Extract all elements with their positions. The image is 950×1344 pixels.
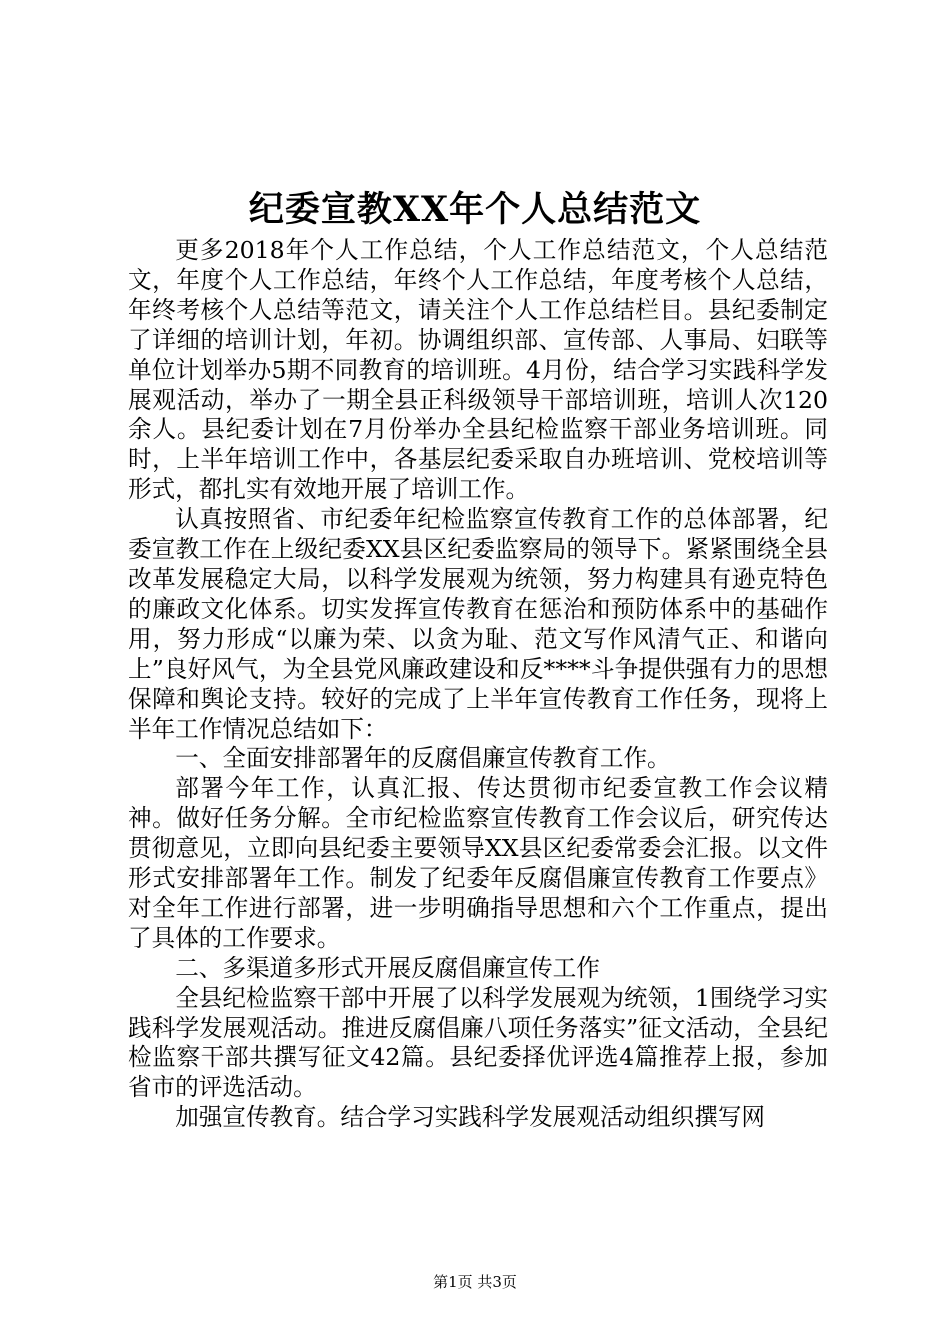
paragraph-section-1: 部署今年工作，认真汇报、传达贯彻市纪委宣教工作会议精神。做好任务分解。全市纪检监察宣传教育工作会议后，研究传达贯彻意见，立即向县纪委主要领导XX县区纪委常委会汇报。以文件形式安排部署年工作。制发了纪委年反腐倡廉宣传教育工作要点》对全年工作进行部署，进一步明确指导思想和六个工作重点，提出了具体的工作要求。 xyxy=(128,774,828,952)
paragraph-section-2b: 加强宣传教育。结合学习实践科学发展观活动组织撰写网 xyxy=(175,1103,766,1132)
document-body xyxy=(128,236,828,1133)
section-heading-2: 二、多渠道多形式开展反腐倡廉宣传工作 xyxy=(175,953,600,982)
paragraph-intro: 更多2018年个人工作总结，个人工作总结范文，个人总结范文，年度个人工作总结，年终个人工作总结，年度考核个人总结，年终考核个人总结等范文，请关注个人工作总结栏目。县纪委制定了详细的培训计划，年初。协调组织部、宣传部、人事局、妇联等单位计划举办5期不同教育的培训班。4月份，结合学习实践科学发展观活动，举办了一期全县正科级领导干部培训班，培训人次120余人。县纪委计划在7月份举办全县纪检监察干部业务培训班。同时，上半年培训工作中，各基层纪委采取自办班培训、党校培训等形式，都扎实有效地开展了培训工作。 xyxy=(128,236,828,504)
page-number-footer: 第1页 共3页 xyxy=(433,1273,517,1291)
section-heading-1: 一、全面安排部署年的反腐倡廉宣传教育工作。 xyxy=(175,744,671,773)
document-title: 纪委宣教XX年个人总结范文 xyxy=(248,189,702,230)
paragraph-section-2a: 全县纪检监察干部中开展了以科学发展观为统领，1围绕学习实践科学发展观活动。推进反腐倡廉八项任务落实”征文活动，全县纪检监察干部共撰写征文42篇。县纪委择优评选4篇推荐上报，参加省市的评选活动。 xyxy=(128,983,828,1102)
paragraph-overview: 认真按照省、市纪委年纪检监察宣传教育工作的总体部署，纪委宣教工作在上级纪委XX县区纪委监察局的领导下。紧紧围绕全县改革发展稳定大局，以科学发展观为统领，努力构建具有逊克特色的廉政文化体系。切实发挥宣传教育在惩治和预防体系中的基础作用，努力形成“以廉为荣、以贪为耻、范文写作风清气正、和谐向上”良好风气，为全县党风廉政建设和反****斗争提供强有力的思想保障和舆论支持。较好的完成了上半年宣传教育工作任务，现将上半年工作情况总结如下： xyxy=(128,505,828,743)
